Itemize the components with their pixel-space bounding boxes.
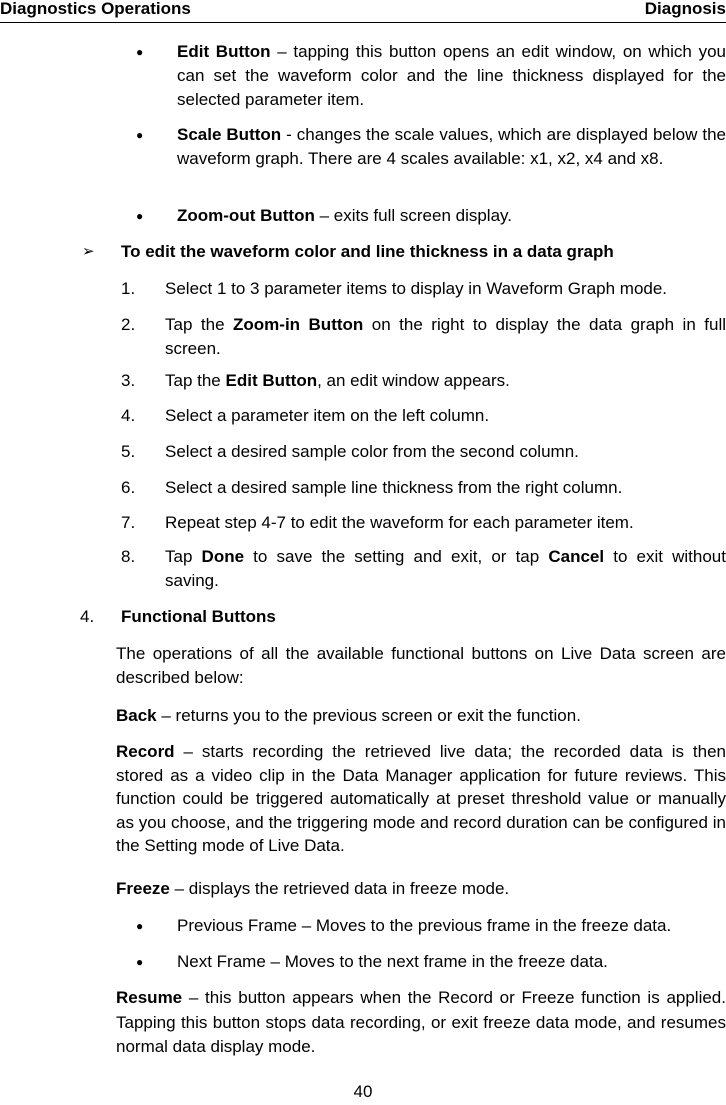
term: Back xyxy=(116,706,157,725)
step-number: 2. xyxy=(121,315,136,334)
step-7: Repeat step 4-7 to edit the waveform for each parameter item. xyxy=(165,513,634,532)
bullet-icon: ● xyxy=(136,128,144,142)
step-number: 7. xyxy=(121,513,136,532)
resume-description xyxy=(116,986,726,1060)
bullet-edit-button xyxy=(177,40,726,112)
step-5: Select a desired sample color from the second column. xyxy=(165,442,579,461)
step-bold: Zoom-in Button xyxy=(233,315,364,334)
record-description xyxy=(116,740,726,858)
bullet-zoom-out-button xyxy=(177,204,726,228)
step-text: on the right to display the data graph in full screen. xyxy=(165,315,726,358)
step-bold: Edit Button xyxy=(225,371,318,390)
step-text: Tap xyxy=(165,547,202,566)
step-number: 1. xyxy=(121,279,136,298)
step-3 xyxy=(165,369,726,393)
bullet-icon: ● xyxy=(136,955,144,969)
term: Record xyxy=(116,742,175,761)
step-text: Tap the xyxy=(165,371,226,390)
step-number: 5. xyxy=(121,442,136,461)
bullet-icon: ● xyxy=(136,209,144,223)
bullet-icon: ● xyxy=(136,45,144,59)
header-section-title: Diagnostics Operations xyxy=(0,0,191,18)
term-text: – starts recording the retrieved live data; the recorded data is then stored as a video clip in the Data Manager application for future reviews. This function could be triggered automatically at preset threshold value or manually as you choose, and the triggering mode and record duration can be configured in the Setting mode of Live Data. xyxy=(116,742,726,856)
section-title: Functional Buttons xyxy=(121,607,276,626)
section-intro: The operations of all the available functional buttons on Live Data screen are described below: xyxy=(116,644,726,687)
bullet-text: – exits full screen display. xyxy=(314,206,513,225)
term: Resume xyxy=(116,988,183,1007)
bullet-scale-button xyxy=(177,123,726,171)
freeze-bullet-next-frame: Next Frame – Moves to the next frame in the freeze data. xyxy=(177,952,608,971)
bullet-term: Zoom-out Button xyxy=(177,206,315,225)
header-chapter-title: Diagnosis xyxy=(644,0,726,18)
step-number: 6. xyxy=(121,478,136,497)
procedure-title: To edit the waveform color and line thickness in a data graph xyxy=(121,242,614,261)
term-text: – displays the retrieved data in freeze mode. xyxy=(169,879,510,898)
step-text: Tap the xyxy=(165,315,234,334)
step-number: 8. xyxy=(121,547,136,566)
freeze-bullet-previous-frame: Previous Frame – Moves to the previous frame in the freeze data. xyxy=(177,916,672,935)
bullet-text: – tapping this button opens an edit window, on which you can set the waveform color and the line thickness displayed for the selected parameter item. xyxy=(177,42,726,109)
step-text: to save the setting and exit, or tap xyxy=(244,547,549,566)
back-description xyxy=(116,704,726,728)
step-1: Select 1 to 3 parameter items to display in Waveform Graph mode. xyxy=(165,279,668,298)
step-4: Select a parameter item on the left column. xyxy=(165,406,490,425)
section-number: 4. xyxy=(80,607,95,626)
term-text: – this button appears when the Record or Freeze function is applied. Tapping this button stops data recording, or exit freeze data mode, and resumes normal data display mode. xyxy=(116,988,726,1056)
step-bold: Done xyxy=(201,547,245,566)
bullet-term: Edit Button xyxy=(177,42,271,61)
step-number: 4. xyxy=(121,406,136,425)
step-bold: Cancel xyxy=(548,547,605,566)
step-text: to exit without saving. xyxy=(165,547,726,590)
bullet-icon: ● xyxy=(136,919,144,933)
step-6: Select a desired sample line thickness from the right column. xyxy=(165,478,623,497)
page-number: 40 xyxy=(353,1082,373,1101)
bullet-term: Scale Button xyxy=(177,125,282,144)
arrow-bullet-icon: ➢ xyxy=(82,243,95,260)
bullet-text: - changes the scale values, which are displayed below the waveform graph. There are 4 scales available: x1, x2, x4 and x8. xyxy=(177,125,726,168)
term: Freeze xyxy=(116,879,170,898)
step-8 xyxy=(165,545,726,593)
term-text: – returns you to the previous screen or exit the function. xyxy=(156,706,581,725)
step-text: , an edit window appears. xyxy=(317,371,510,390)
step-number: 3. xyxy=(121,371,136,390)
freeze-description xyxy=(116,877,726,901)
header-rule xyxy=(0,22,726,23)
step-2 xyxy=(165,313,726,361)
